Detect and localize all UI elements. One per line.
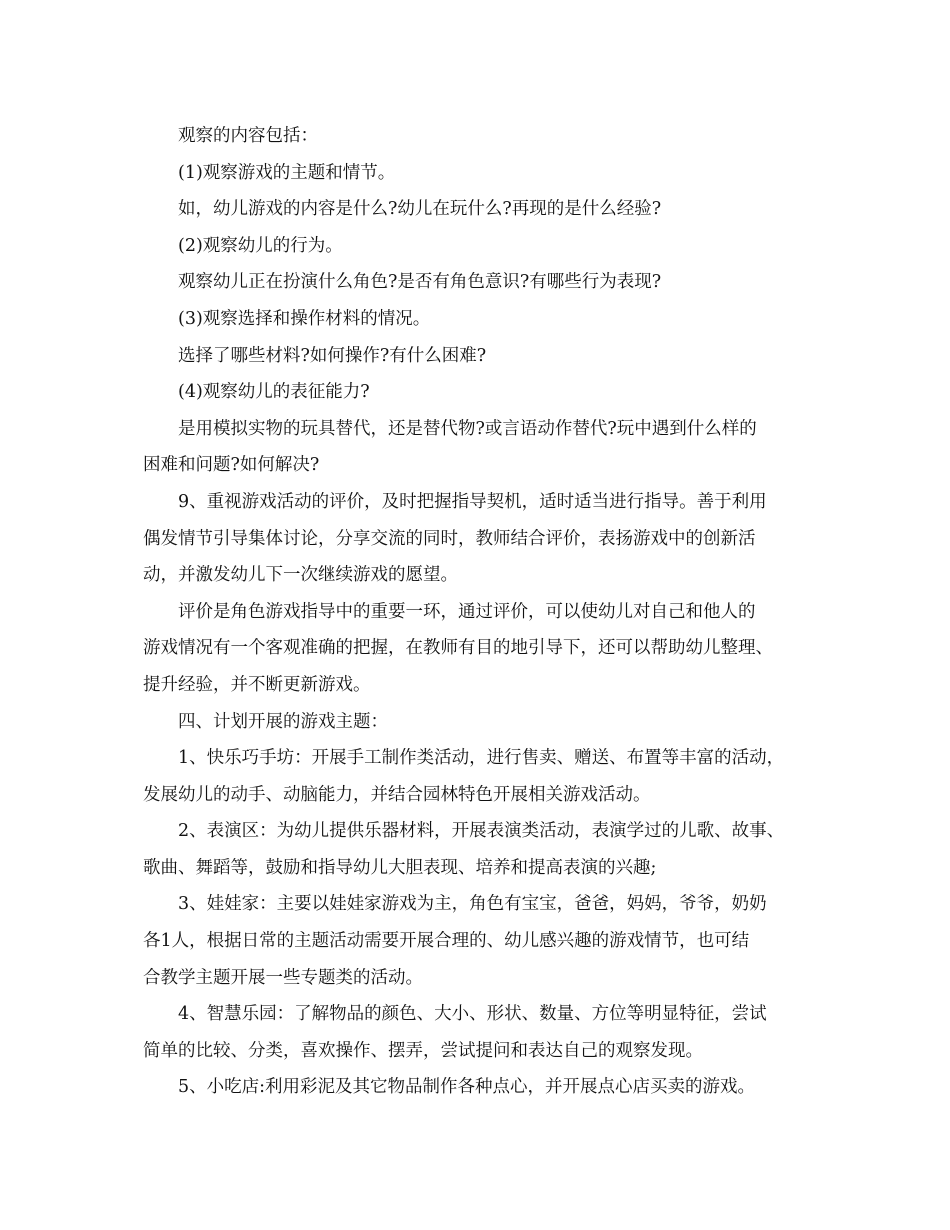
text-line: 游戏情况有一个客观准确的把握，在教师有目的地引导下，还可以帮助幼儿整理、 <box>143 638 773 659</box>
text-line: 困难和问题?如何解决? <box>143 455 320 476</box>
text-line: (4)观察幼儿的表征能力? <box>178 382 370 403</box>
text-line: 评价是角色游戏指导中的重要一环，通过评价，可以使幼儿对自己和他人的 <box>178 601 756 622</box>
text-line: 是用模拟实物的玩具替代，还是替代物?或言语动作替代?玩中遇到什么样的 <box>178 418 757 439</box>
paragraph <box>143 996 813 1069</box>
paragraph <box>143 228 813 265</box>
text-line: 观察幼儿正在扮演什么角色?是否有角色意识?有哪些行为表现? <box>178 272 662 293</box>
paragraph <box>143 264 813 301</box>
text-line: 四、计划开展的游戏主题： <box>178 711 388 732</box>
text-line: 偶发情节引导集体讨论，分享交流的同时，教师结合评价，表扬游戏中的创新活 <box>143 528 756 549</box>
paragraph <box>143 1069 813 1106</box>
paragraph <box>143 740 813 813</box>
paragraph <box>143 374 813 411</box>
text-line: 简单的比较、分类，喜欢操作、摆弄，尝试提问和表达自己的观察发现。 <box>143 1040 703 1061</box>
text-line: (1)观察游戏的主题和情节。 <box>178 162 396 183</box>
paragraph <box>143 301 813 338</box>
paragraph <box>143 155 813 192</box>
document-body <box>143 118 813 1106</box>
paragraph <box>143 704 813 741</box>
paragraph <box>143 411 813 484</box>
paragraph <box>143 813 813 886</box>
text-line: 9、重视游戏活动的评价，及时把握指导契机，适时适当进行指导。善于利用 <box>178 491 767 512</box>
text-line: 3、娃娃家：主要以娃娃家游戏为主，角色有宝宝，爸爸，妈妈，爷爷，奶奶 <box>178 894 767 915</box>
paragraph <box>143 594 813 704</box>
text-line: 1、快乐巧手坊：开展手工制作类活动，进行售卖、赠送、布置等丰富的活动， <box>178 748 785 769</box>
text-line: (3)观察选择和操作材料的情况。 <box>178 308 431 329</box>
text-line: (2)观察幼儿的行为。 <box>178 235 343 256</box>
text-line: 5、小吃店:利用彩泥及其它物品制作各种点心，并开展点心店买卖的游戏。 <box>178 1077 756 1098</box>
text-line: 2、表演区：为幼儿提供乐器材料，开展表演类活动，表演学过的儿歌、故事、 <box>178 821 785 842</box>
text-line: 合教学主题开展一些专题类的活动。 <box>143 967 423 988</box>
text-line: 歌曲、舞蹈等，鼓励和指导幼儿大胆表现、培养和提高表演的兴趣; <box>143 857 657 878</box>
text-line: 观察的内容包括： <box>178 126 318 146</box>
text-line: 4、智慧乐园：了解物品的颜色、大小、形状、数量、方位等明显特征，尝试 <box>178 1004 767 1025</box>
text-line: 提升经验，并不断更新游戏。 <box>143 674 371 695</box>
paragraph <box>143 886 813 996</box>
text-line: 如，幼儿游戏的内容是什么?幼儿在玩什么?再现的是什么经验? <box>178 199 662 220</box>
text-line: 选择了哪些材料?如何操作?有什么困难? <box>178 345 487 366</box>
paragraph <box>143 484 813 594</box>
text-line: 发展幼儿的动手、动脑能力，并结合园林特色开展相关游戏活动。 <box>143 784 651 805</box>
paragraph <box>143 191 813 228</box>
text-line: 动，并激发幼儿下一次继续游戏的愿望。 <box>143 565 458 586</box>
paragraph <box>143 338 813 375</box>
text-line: 各1人，根据日常的主题活动需要开展合理的、幼儿感兴趣的游戏情节，也可结 <box>143 931 750 952</box>
paragraph <box>143 118 813 155</box>
